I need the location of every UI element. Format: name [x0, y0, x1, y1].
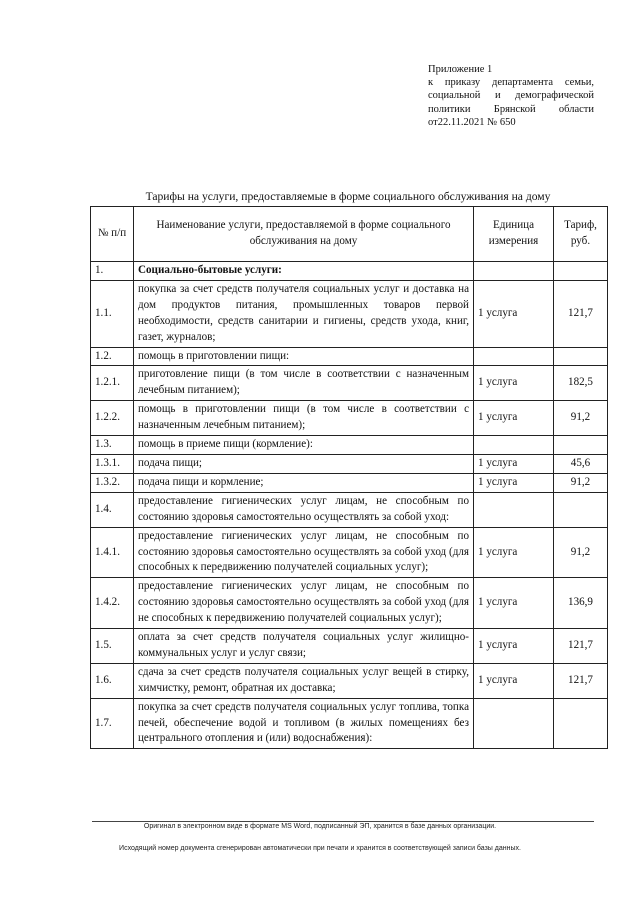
row-name: предоставление гигиенических услуг лицам, не способным по состоянию здоровья самостоятельно осуществлять за собой уход (для способных к передвижению получателей социальных услуг);: [134, 527, 474, 578]
row-unit: [474, 262, 554, 281]
row-name: Социально-бытовые услуги:: [134, 262, 474, 281]
row-num: 1.1.: [91, 280, 134, 347]
row-price: 182,5: [554, 366, 608, 401]
row-num: 1.3.: [91, 436, 134, 455]
row-name: предоставление гигиенических услуг лицам, не способным по состоянию здоровья самостоятельно осуществлять за собой уход (для не способных к передвижению получателей социальных услуг);: [134, 578, 474, 629]
row-unit: [474, 436, 554, 455]
row-unit: [474, 492, 554, 527]
row-num: 1.: [91, 262, 134, 281]
row-name: помощь в приготовлении пищи:: [134, 347, 474, 366]
row-unit: 1 услуга: [474, 454, 554, 473]
row-unit: 1 услуга: [474, 366, 554, 401]
row-num: 1.2.2.: [91, 401, 134, 436]
table-row: [91, 280, 608, 347]
row-num: 1.3.1.: [91, 454, 134, 473]
row-price: 121,7: [554, 629, 608, 664]
table-row: [91, 436, 608, 455]
row-unit: 1 услуга: [474, 527, 554, 578]
row-name: подача пищи;: [134, 454, 474, 473]
row-price: 91,2: [554, 527, 608, 578]
row-price: [554, 492, 608, 527]
row-name: помощь в приеме пищи (кормление):: [134, 436, 474, 455]
row-unit: [474, 347, 554, 366]
row-num: 1.6.: [91, 663, 134, 698]
row-name: покупка за счет средств получателя социальных услуг топлива, топка печей, обеспечение водой и топливом (в жилых помещениях без центрального отопления и (или) водоснабжения):: [134, 698, 474, 749]
table-row: [91, 401, 608, 436]
appendix-block: [428, 63, 594, 129]
row-price: [554, 262, 608, 281]
row-name: покупка за счет средств получателя социальных услуг и доставка на дом продуктов питания, промышленных товаров первой необходимости, средств санитарии и гигиены, средств ухода, книг, газет, журналов;: [134, 280, 474, 347]
row-num: 1.5.: [91, 629, 134, 664]
table-row: [91, 454, 608, 473]
table-row: [91, 629, 608, 664]
table-row: [91, 347, 608, 366]
row-name: помощь в приготовлении пищи (в том числе в соответствии с назначенным лечебным питанием);: [134, 401, 474, 436]
row-unit: 1 услуга: [474, 663, 554, 698]
table-row: [91, 578, 608, 629]
row-name: оплата за счет средств получателя социальных услуг жилищно-коммунальных услуг и услуг связи;: [134, 629, 474, 664]
row-unit: 1 услуга: [474, 578, 554, 629]
row-unit: [474, 698, 554, 749]
row-unit: 1 услуга: [474, 629, 554, 664]
header-unit: Единица измерения: [474, 207, 554, 262]
document-title: Тарифы на услуги, предоставляемые в форме социального обслуживания на дому: [145, 190, 551, 203]
row-name: сдача за счет средств получателя социальных услуг вещей в стирку, химчистку, ремонт, обратная их доставка;: [134, 663, 474, 698]
row-name: подача пищи и кормление;: [134, 473, 474, 492]
row-price: [554, 347, 608, 366]
row-price: 136,9: [554, 578, 608, 629]
footer-divider: [92, 821, 594, 822]
row-price: 121,7: [554, 663, 608, 698]
row-num: 1.2.1.: [91, 366, 134, 401]
row-unit: 1 услуга: [474, 401, 554, 436]
table-row: [91, 663, 608, 698]
row-num: 1.4.1.: [91, 527, 134, 578]
row-num: 1.7.: [91, 698, 134, 749]
table-row: [91, 527, 608, 578]
row-price: [554, 698, 608, 749]
header-num: № п/п: [91, 207, 134, 262]
footer-note-number: Исходящий номер документа сгенерирован автоматически при печати и хранится в соответствующей записи базы данных.: [119, 845, 521, 852]
appendix-line: социальной и демографической: [428, 90, 594, 102]
table-row: [91, 262, 608, 281]
appendix-line: к приказу департамента семьи,: [428, 77, 594, 89]
table-row: [91, 473, 608, 492]
appendix-line: Приложение 1: [428, 64, 493, 75]
row-unit: 1 услуга: [474, 280, 554, 347]
row-name: предоставление гигиенических услуг лицам, не способным по состоянию здоровья самостоятельно осуществлять за собой уход:: [134, 492, 474, 527]
appendix-line: от22.11.2021 № 650: [428, 116, 516, 128]
row-num: 1.2.: [91, 347, 134, 366]
appendix-line: политики Брянской области: [428, 103, 594, 115]
row-num: 1.4.: [91, 492, 134, 527]
footer-note-original: Оригинал в электронном виде в формате MS Word, подписанный ЭП, хранится в базе данных организации.: [143, 823, 497, 830]
header-price: Тариф, руб.: [554, 207, 608, 262]
row-price: [554, 436, 608, 455]
row-price: 91,2: [554, 473, 608, 492]
row-price: 91,2: [554, 401, 608, 436]
row-num: 1.4.2.: [91, 578, 134, 629]
table-header-row: [91, 207, 608, 262]
row-price: 45,6: [554, 454, 608, 473]
row-num: 1.3.2.: [91, 473, 134, 492]
table-row: [91, 492, 608, 527]
row-name: приготовление пищи (в том числе в соответствии с назначенным лечебным питанием);: [134, 366, 474, 401]
header-name: Наименование услуги, предоставляемой в форме социального обслуживания на дому: [134, 207, 474, 262]
row-price: 121,7: [554, 280, 608, 347]
table-row: [91, 698, 608, 749]
table-row: [91, 366, 608, 401]
row-unit: 1 услуга: [474, 473, 554, 492]
tariff-table: [90, 206, 608, 749]
